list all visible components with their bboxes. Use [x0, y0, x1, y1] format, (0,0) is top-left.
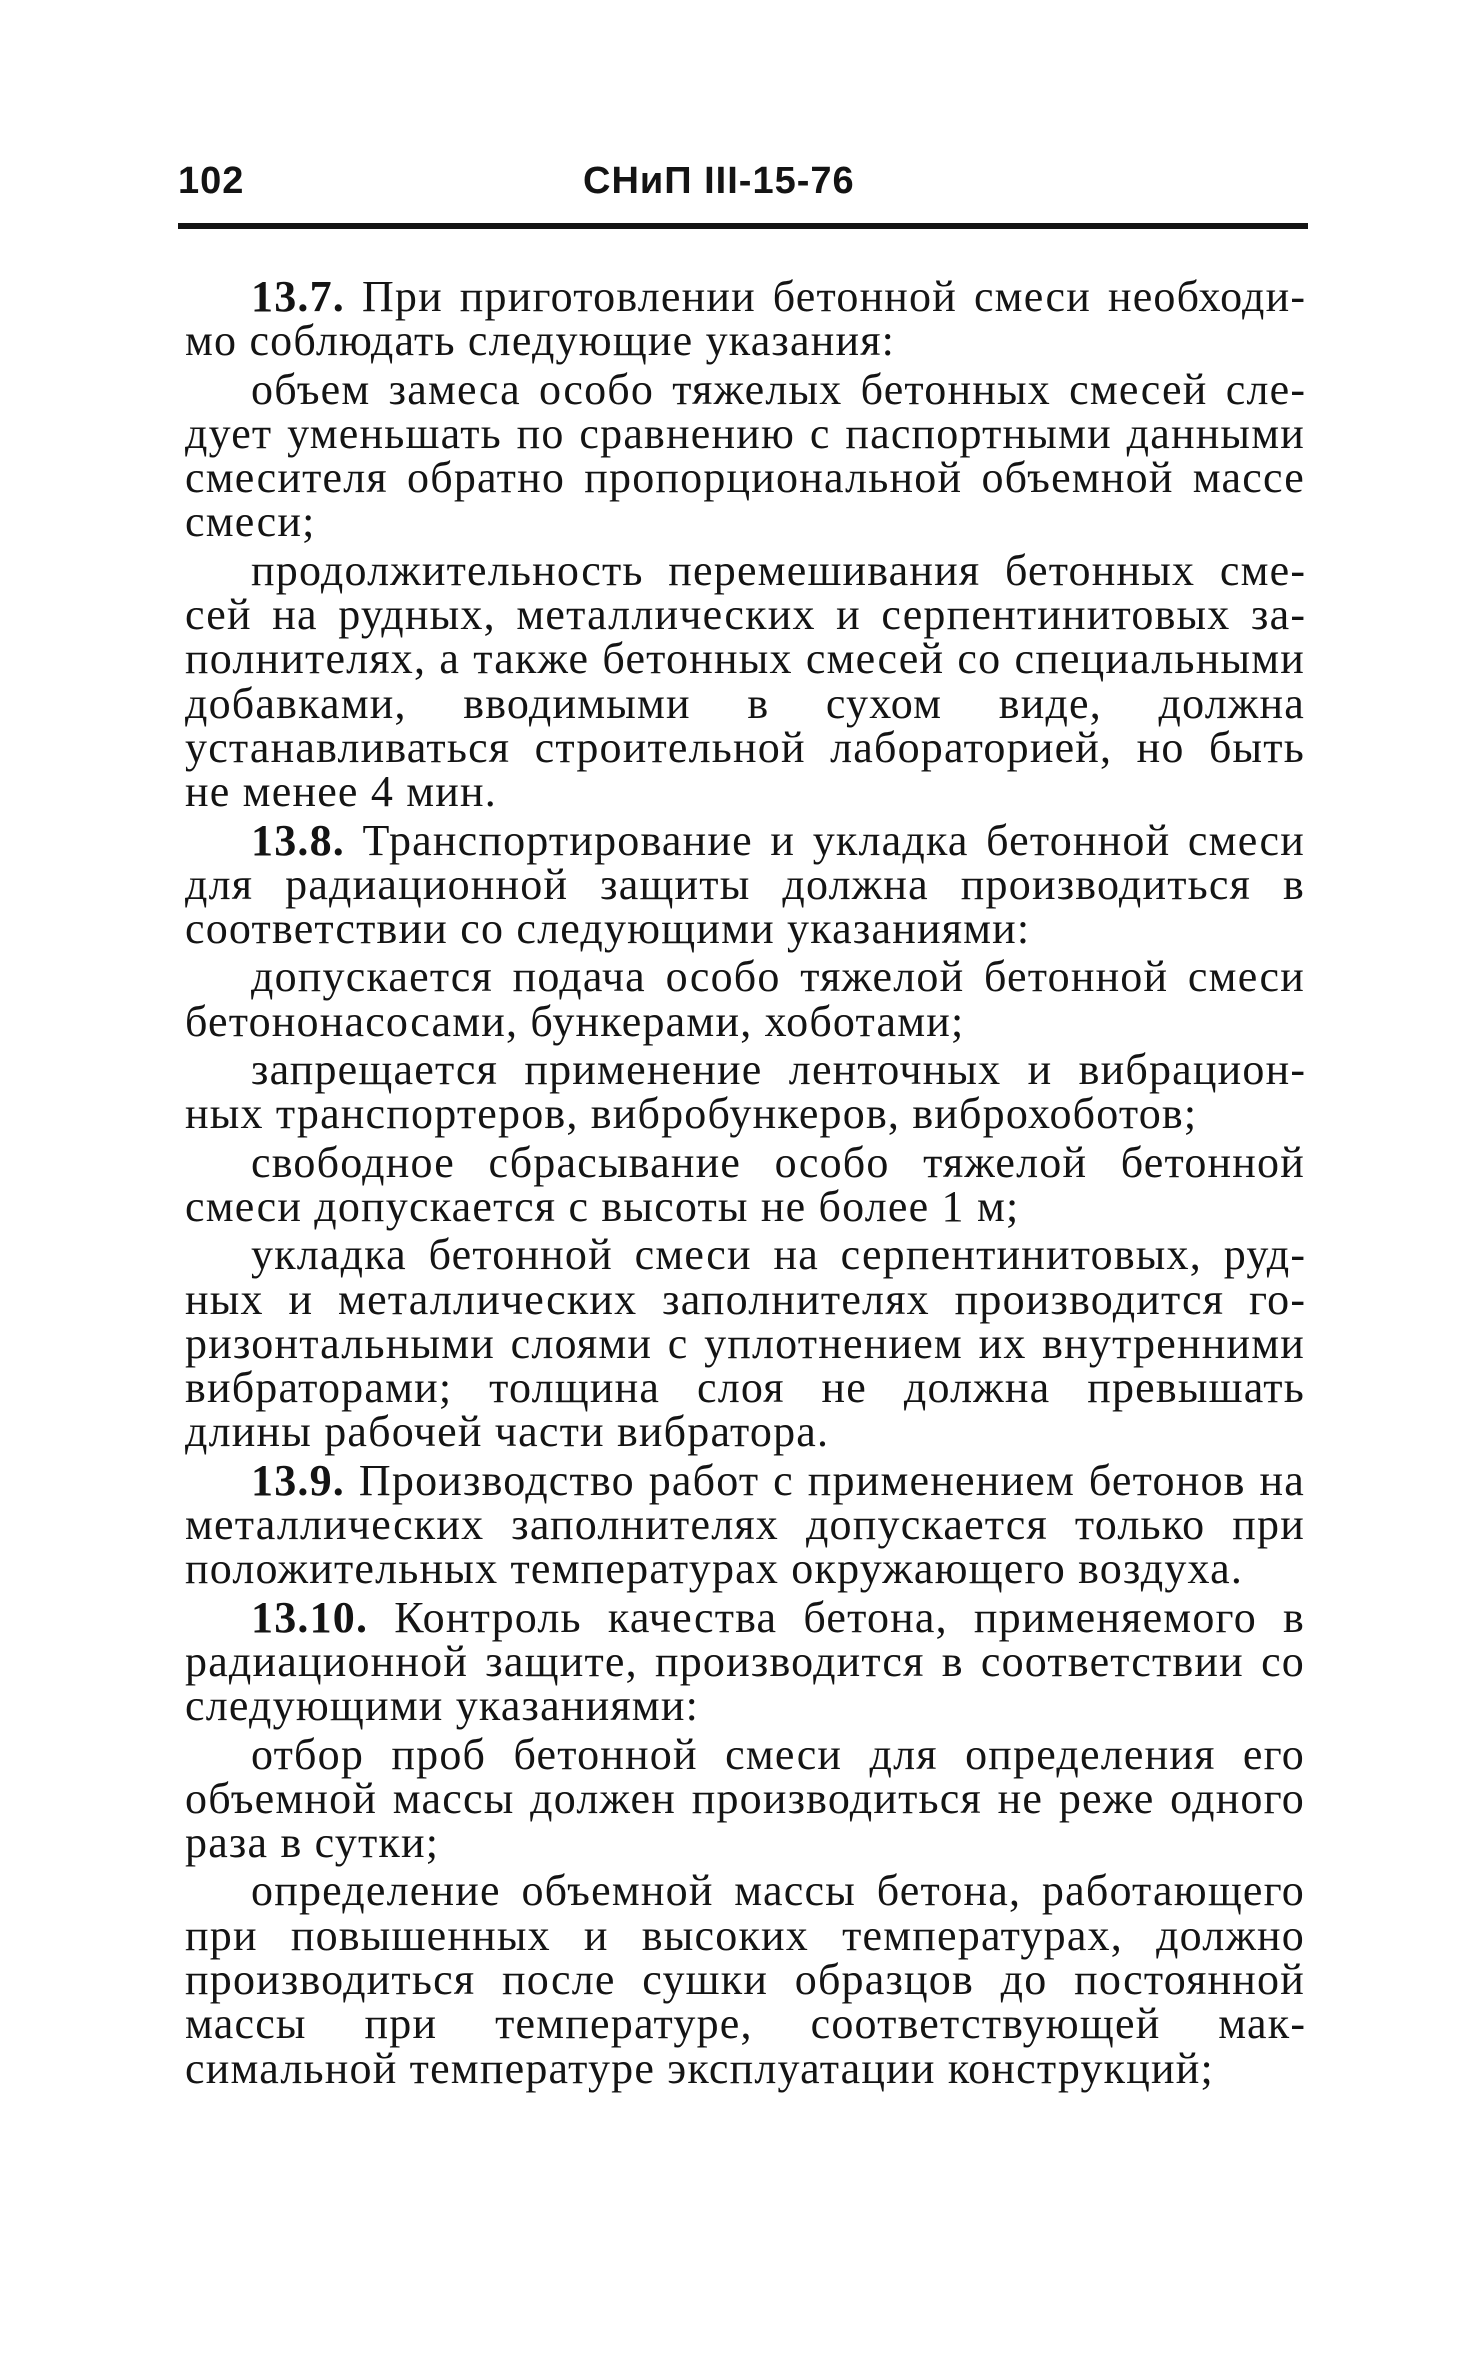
paragraph-13-7: [185, 272, 1305, 366]
paragraph-text: объем замеса особо тяжелых бетонных смесей следует уменьшать по сравнению с паспортными данными смесителя обратно пропорциональной объемной массе смеси;: [185, 364, 1305, 547]
clause-number: 13.8.: [251, 815, 345, 865]
paragraph-text: определение объемной массы бетона, работающего при повышенных и высоких температурах, должно производиться после сушки образцов до постоянной массы при температуре, соответствующей максимальной температуре эксплуатации конструкций;: [185, 1866, 1305, 2093]
paragraph-item: [185, 545, 1305, 817]
paragraph-item: [185, 952, 1305, 1046]
paragraph-item: [185, 1045, 1305, 1139]
paragraph-item: [185, 1230, 1305, 1457]
page-number: 102: [178, 160, 245, 202]
body-text: [185, 272, 1305, 2093]
paragraph-text: Транспортирование и укладка бетонной смеси для радиационной защиты должна производиться в соответствии со следующими указаниями:: [185, 815, 1305, 954]
paragraph-text: Контроль качества бетона, применяемого в радиационной защите, производится в соответствии со следующими указаниями:: [185, 1592, 1305, 1731]
paragraph-item: [185, 1137, 1305, 1231]
paragraph-item: [185, 1729, 1305, 1868]
paragraph-item: [185, 1866, 1305, 2093]
clause-number: 13.9.: [251, 1455, 345, 1505]
paragraph-13-9: [185, 1455, 1305, 1594]
header-rule: [178, 223, 1308, 229]
paragraph-text: допускается подача особо тяжелой бетонной смеси бетононасосами, бункерами, хоботами;: [185, 952, 1305, 1046]
paragraph-item: [185, 364, 1305, 547]
clause-number: 13.7.: [251, 272, 345, 321]
paragraph-text: свободное сбрасывание особо тяжелой бетонной смеси допускается с высоты не более 1 м;: [185, 1137, 1305, 1231]
paragraph-text: При приготовлении бетонной смеси необходимо соблюдать следующие указания:: [185, 272, 1305, 366]
paragraph-text: запрещается применение ленточных и вибрационных транспортеров, вибробункеров, виброхоботов;: [185, 1045, 1305, 1139]
paragraph-13-8: [185, 815, 1305, 954]
paragraph-text: отбор проб бетонной смеси для определения его объемной массы должен производиться не реже одного раза в сутки;: [185, 1729, 1305, 1868]
document-code: СНиП III-15-76: [583, 160, 855, 202]
paragraph-13-10: [185, 1592, 1305, 1731]
paragraph-text: Производство работ с применением бетонов на металлических заполнителях допускается только при положительных температурах окружающего воздуха.: [185, 1455, 1305, 1594]
paragraph-text: продолжительность перемешивания бетонных смесей на рудных, металлических и серпентинитовых заполнителях, а также бетонных смесей со специальными добавками, вводимыми в сухом виде, должна устанавливаться строительной лабораторией, но быть не менее 4 мин.: [185, 545, 1305, 817]
page-header: [178, 160, 1308, 220]
clause-number: 13.10.: [251, 1592, 369, 1642]
paragraph-text: укладка бетонной смеси на серпентинитовых, рудных и металлических заполнителях производится горизонтальными слоями с уплотнением их внутренними вибраторами; толщина слоя не должна превышать длины рабочей части вибратора.: [185, 1230, 1305, 1457]
